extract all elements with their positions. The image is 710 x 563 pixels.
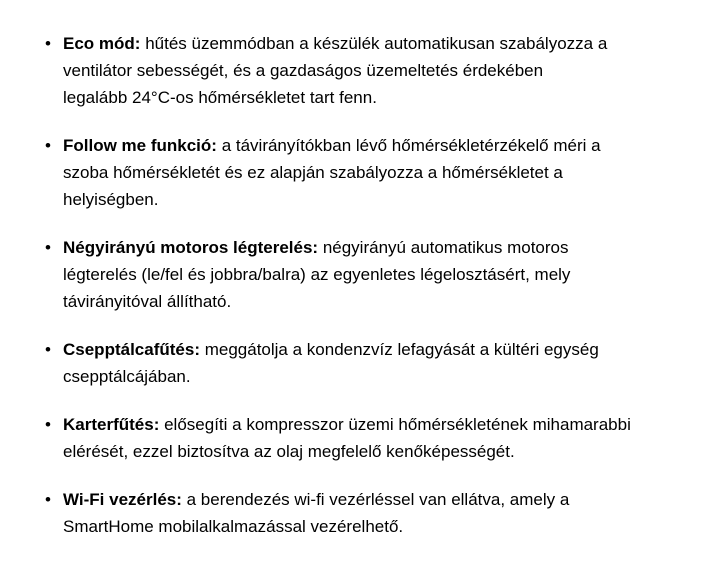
- list-item: [45, 336, 690, 390]
- list-item: [45, 234, 690, 315]
- feature-title: Wi-Fi vezérlés:: [63, 490, 182, 509]
- bullet-icon: •: [45, 340, 51, 359]
- feature-description: hűtés üzemmódban a készülék automatikusan szabályozza a ventilátor sebességét, és a gazdaságos üzemeltetés érdekében legalább 24°C-os hőmérsékletet tart fenn.: [63, 34, 608, 107]
- feature-title: Csepptálcafűtés:: [63, 340, 200, 359]
- feature-description: a berendezés wi-fi vezérléssel van ellátva, amely a SmartHome mobilalkalmazással vezérelhető.: [63, 490, 570, 536]
- bullet-icon: •: [45, 490, 51, 509]
- bullet-icon: •: [45, 34, 51, 53]
- list-item: [45, 132, 690, 213]
- list-item: [45, 486, 690, 540]
- bullet-icon: •: [45, 238, 51, 257]
- feature-title: Follow me funkció:: [63, 136, 217, 155]
- feature-description: a távirányítókban lévő hőmérsékletérzékelő méri a szoba hőmérsékletét és ez alapján szabályozza a hőmérsékletet a helyiségben.: [63, 136, 601, 209]
- feature-title: Eco mód:: [63, 34, 141, 53]
- list-item: [45, 30, 690, 111]
- bullet-icon: •: [45, 136, 51, 155]
- feature-description: négyirányú automatikus motoros légterelés (le/fel és jobbra/balra) az egyenletes légelosztásért, mely távirányitóval állítható.: [63, 238, 571, 311]
- feature-title: Négyirányú motoros légterelés:: [63, 238, 319, 257]
- bullet-icon: •: [45, 415, 51, 434]
- list-item: [45, 411, 690, 465]
- feature-title: Karterfűtés:: [63, 415, 160, 434]
- feature-description: elősegíti a kompresszor üzemi hőmérsékletének mihamarabbi elérését, ezzel biztosítva az olaj megfelelő kenőképességét.: [63, 415, 631, 461]
- feature-description: meggátolja a kondenzvíz lefagyását a kültéri egység csepptálcájában.: [63, 340, 599, 386]
